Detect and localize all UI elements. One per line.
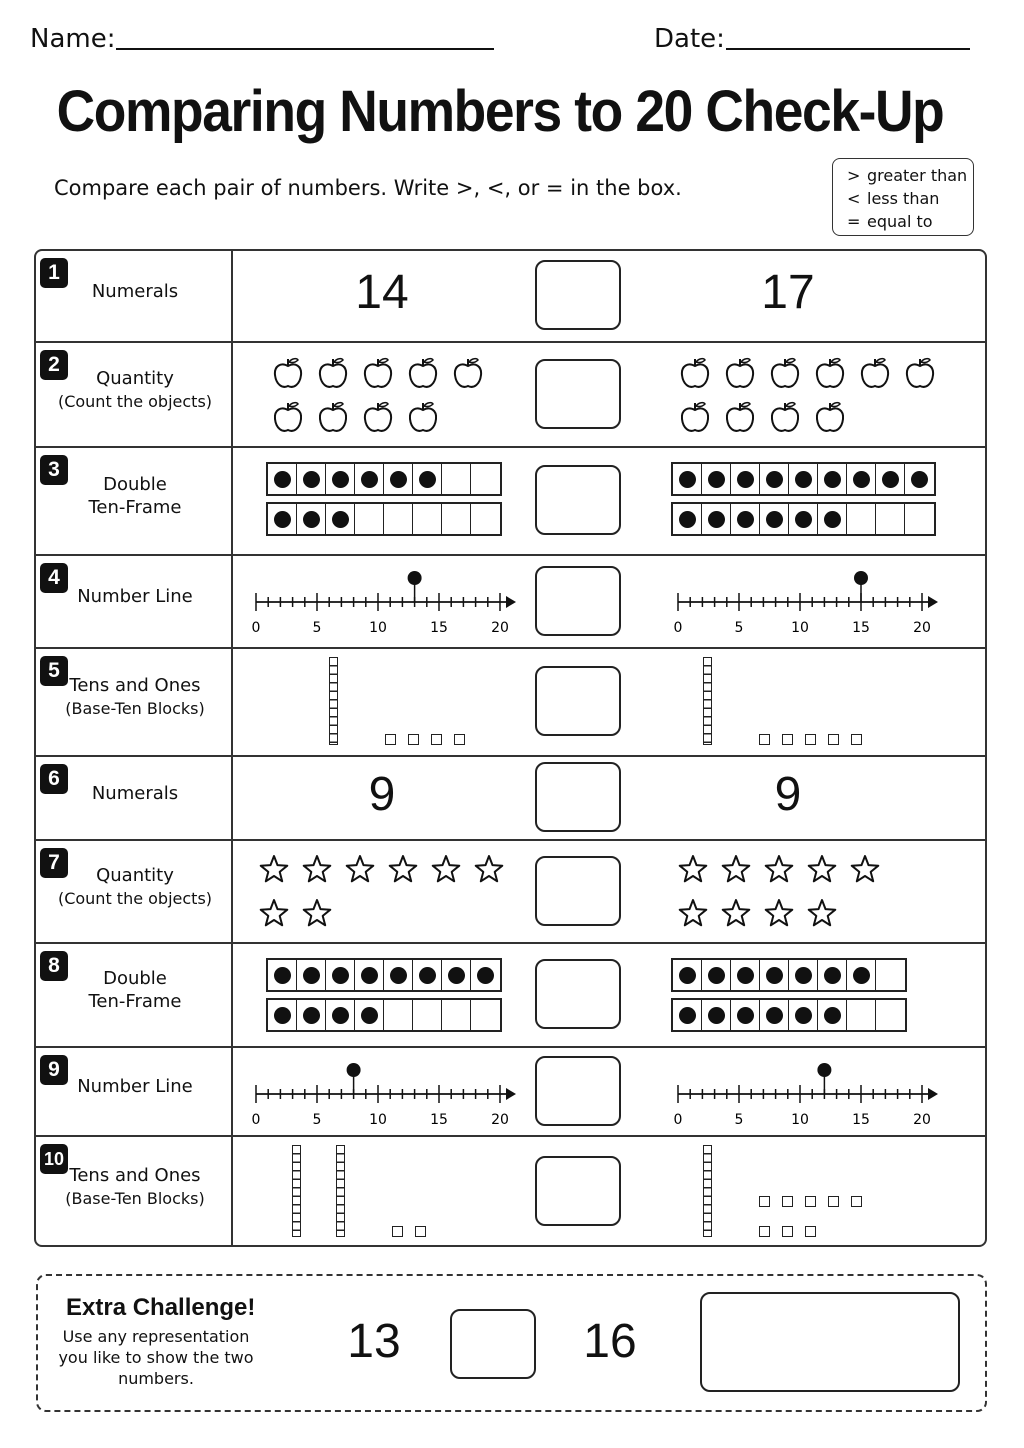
row-divider: [34, 341, 987, 343]
counter-dot: [448, 967, 465, 984]
ones-cube: [851, 734, 862, 745]
ten-frame-cell: [789, 960, 818, 990]
number-line-tick-label: 10: [369, 620, 387, 636]
answer-box[interactable]: [535, 762, 621, 832]
row-label: [50, 1164, 220, 1210]
star-icon: [430, 853, 462, 885]
ten-frame-cell: [268, 1000, 297, 1030]
ten-frame-cell: [297, 464, 326, 494]
apple-icon: [272, 355, 304, 391]
ones-cube: [828, 734, 839, 745]
instructions: Compare each pair of numbers. Write >, <, or = in the box.: [54, 176, 682, 200]
row-label-title: Tens and Ones: [69, 675, 201, 696]
row-label: [50, 782, 220, 805]
ten-frame-cell: [673, 504, 702, 534]
ten-frame-cell: [673, 464, 702, 494]
star-icon: [677, 853, 709, 885]
row-divider: [34, 446, 987, 448]
ones-cube: [782, 1226, 793, 1237]
ten-frame-cell: [471, 1000, 500, 1030]
ten-frame-cell: [413, 504, 442, 534]
counter-dot: [332, 511, 349, 528]
apple-icon: [362, 355, 394, 391]
ten-frame-cell: [442, 464, 471, 494]
row-label: [50, 864, 220, 910]
row-label-subtitle: (Base-Ten Blocks): [65, 1189, 205, 1208]
counter-dot: [708, 1007, 725, 1024]
name-line[interactable]: [116, 48, 494, 50]
ones-cube: [431, 734, 442, 745]
counter-dot: [332, 471, 349, 488]
number-line-tick-label: 0: [673, 1112, 683, 1128]
apple-icon: [769, 399, 801, 435]
apple-icon: [724, 399, 756, 435]
ten-frame-cell: [847, 1000, 876, 1030]
number-line-marker: [854, 571, 868, 585]
counter-dot: [766, 967, 783, 984]
ones-cube: [782, 1196, 793, 1207]
counter-dot: [824, 471, 841, 488]
counter-dot: [361, 967, 378, 984]
ten-frame: [266, 958, 502, 992]
ten-frame-cell: [789, 464, 818, 494]
ones-cube: [805, 734, 816, 745]
question-number: 1: [40, 258, 68, 288]
row-divider: [34, 942, 987, 944]
ten-frame-cell: [760, 504, 789, 534]
ones-cube: [759, 1226, 770, 1237]
answer-box[interactable]: [535, 959, 621, 1029]
counter-dot: [766, 1007, 783, 1024]
number-line-tick-label: 20: [913, 1112, 931, 1128]
counter-dot: [708, 511, 725, 528]
ten-frame-cell: [760, 1000, 789, 1030]
question-number: 9: [40, 1055, 68, 1085]
row-label: [50, 1075, 220, 1098]
counter-dot: [274, 511, 291, 528]
ones-cube: [828, 1196, 839, 1207]
row-label: [50, 967, 220, 1013]
number-line-tick-label: 20: [491, 1112, 509, 1128]
ten-frame-cell: [731, 1000, 760, 1030]
row-label-title: Double: [103, 474, 167, 495]
star-icon: [806, 897, 838, 929]
number-line-tick-label: 5: [312, 620, 322, 636]
star-icon: [763, 853, 795, 885]
ten-frame-cell: [297, 960, 326, 990]
ten-frame: [671, 502, 936, 536]
row-label-subtitle: Ten-Frame: [88, 497, 182, 518]
apple-icon: [859, 355, 891, 391]
ten-frame-cell: [876, 960, 905, 990]
row-label-title: Numerals: [91, 280, 179, 302]
answer-box[interactable]: [535, 465, 621, 535]
ten-frame-cell: [905, 464, 934, 494]
counter-dot: [824, 1007, 841, 1024]
star-icon: [763, 897, 795, 929]
extra-challenge-instructions: Use any representation you like to show the two numbers.: [58, 1327, 254, 1388]
star-icon: [720, 853, 752, 885]
counter-dot: [679, 511, 696, 528]
number-line-tick-label: 5: [734, 620, 744, 636]
question-number: 8: [40, 951, 68, 981]
row-label: [50, 280, 220, 303]
apple-icon: [317, 399, 349, 435]
row-label-title: Number Line: [77, 586, 193, 607]
extra-answer-box[interactable]: [450, 1309, 536, 1379]
apple-icon: [317, 355, 349, 391]
ten-frame-cell: [673, 1000, 702, 1030]
ten-frame-cell: [760, 464, 789, 494]
counter-dot: [795, 1007, 812, 1024]
ten-frame-cell: [731, 960, 760, 990]
legend-symbol: <: [847, 189, 861, 208]
name-label: Name:: [30, 24, 116, 54]
ten-frame: [671, 462, 936, 496]
apple-icon: [362, 399, 394, 435]
counter-dot: [882, 471, 899, 488]
right-number: 17: [761, 266, 815, 319]
ten-frame-cell: [731, 504, 760, 534]
legend-text: less than: [867, 189, 940, 208]
ten-frame-cell: [413, 1000, 442, 1030]
number-line-tick-label: 0: [251, 1112, 261, 1128]
legend-text: equal to: [867, 212, 933, 231]
ten-frame-cell: [326, 504, 355, 534]
row-label-subtitle: (Count the objects): [57, 888, 213, 908]
question-number: 2: [40, 350, 68, 380]
legend-symbol: =: [847, 212, 861, 231]
counter-dot: [274, 471, 291, 488]
counter-dot: [332, 967, 349, 984]
tens-rod: [292, 1145, 301, 1237]
apple-icon: [724, 355, 756, 391]
ten-frame-cell: [268, 504, 297, 534]
ones-cube: [851, 1196, 862, 1207]
column-divider: [231, 249, 233, 1247]
ten-frame-cell: [355, 504, 384, 534]
ten-frame-cell: [818, 464, 847, 494]
row-label-title: Numerals: [91, 782, 179, 804]
counter-dot: [737, 967, 754, 984]
ten-frame-cell: [355, 960, 384, 990]
counter-dot: [303, 967, 320, 984]
number-line-tick-label: 10: [369, 1112, 387, 1128]
question-number: 6: [40, 764, 68, 794]
apple-icon: [452, 355, 484, 391]
ten-frame-cell: [818, 960, 847, 990]
number-line-tick-label: 20: [913, 620, 931, 636]
legend-item: [847, 210, 973, 233]
star-icon: [720, 897, 752, 929]
ten-frame-cell: [326, 464, 355, 494]
row-divider: [34, 1046, 987, 1048]
apple-icon: [407, 355, 439, 391]
row-label: [50, 367, 220, 413]
number-line-marker: [817, 1063, 831, 1077]
ten-frame: [266, 998, 502, 1032]
legend-text: greater than: [867, 166, 968, 185]
ten-frame-cell: [355, 1000, 384, 1030]
ten-frame-cell: [442, 504, 471, 534]
counter-dot: [274, 967, 291, 984]
star-icon: [473, 853, 505, 885]
star-icon: [806, 853, 838, 885]
answer-box[interactable]: [535, 359, 621, 429]
question-number: 10: [40, 1144, 68, 1174]
counter-dot: [679, 1007, 696, 1024]
date-line[interactable]: [726, 48, 970, 50]
counter-dot: [303, 1007, 320, 1024]
symbol-legend: [832, 158, 974, 236]
ones-cube: [805, 1226, 816, 1237]
answer-box[interactable]: [535, 260, 621, 330]
number-line-tick-label: 0: [251, 620, 261, 636]
star-icon: [258, 853, 290, 885]
apple-icon: [814, 355, 846, 391]
counter-dot: [853, 967, 870, 984]
ten-frame-cell: [297, 504, 326, 534]
ten-frame-cell: [818, 1000, 847, 1030]
row-label-subtitle: (Base-Ten Blocks): [65, 699, 205, 718]
ten-frame-cell: [471, 464, 500, 494]
apple-icon: [679, 355, 711, 391]
ten-frame-cell: [442, 960, 471, 990]
ten-frame-cell: [818, 504, 847, 534]
number-line: [668, 568, 943, 638]
counter-dot: [708, 967, 725, 984]
counter-dot: [795, 511, 812, 528]
ones-cube: [759, 1196, 770, 1207]
star-icon: [677, 897, 709, 929]
answer-box[interactable]: [535, 856, 621, 926]
row-label-title: Number Line: [77, 1076, 193, 1097]
counter-dot: [737, 511, 754, 528]
ten-frame-cell: [326, 960, 355, 990]
ten-frame-cell: [876, 464, 905, 494]
ten-frame-cell: [268, 464, 297, 494]
row-label: [50, 585, 220, 608]
ten-frame-cell: [702, 504, 731, 534]
star-icon: [344, 853, 376, 885]
apple-icon: [679, 399, 711, 435]
legend-item: [847, 187, 973, 210]
ten-frame-cell: [847, 960, 876, 990]
question-number: 7: [40, 848, 68, 878]
counter-dot: [824, 967, 841, 984]
ten-frame-cell: [731, 464, 760, 494]
ten-frame-cell: [326, 1000, 355, 1030]
question-number: 5: [40, 656, 68, 686]
ten-frame-cell: [905, 504, 934, 534]
star-icon: [387, 853, 419, 885]
ten-frame-cell: [876, 1000, 905, 1030]
question-number: 3: [40, 455, 68, 485]
number-line: [668, 1060, 943, 1130]
row-divider: [34, 755, 987, 757]
apple-icon: [407, 399, 439, 435]
ten-frame-cell: [847, 504, 876, 534]
counter-dot: [824, 511, 841, 528]
star-icon: [301, 853, 333, 885]
ten-frame-cell: [789, 504, 818, 534]
number-line-marker: [408, 571, 422, 585]
number-line-tick-label: 15: [430, 620, 448, 636]
counter-dot: [708, 471, 725, 488]
row-divider: [34, 647, 987, 649]
question-number: 4: [40, 563, 68, 593]
tens-rod: [329, 657, 338, 745]
counter-dot: [795, 967, 812, 984]
counter-dot: [303, 511, 320, 528]
ten-frame-cell: [384, 504, 413, 534]
ten-frame: [266, 462, 502, 496]
counter-dot: [766, 471, 783, 488]
answer-box[interactable]: [535, 1056, 621, 1126]
number-line-tick-label: 10: [791, 620, 809, 636]
number-line-marker: [347, 1063, 361, 1077]
legend-symbol: >: [847, 166, 861, 185]
star-icon: [258, 897, 290, 929]
number-line-tick-label: 15: [430, 1112, 448, 1128]
number-line-tick-label: 15: [852, 1112, 870, 1128]
number-line-tick-label: 5: [312, 1112, 322, 1128]
ten-frame-cell: [413, 464, 442, 494]
ten-frame-cell: [471, 960, 500, 990]
number-line: [246, 568, 521, 638]
counter-dot: [419, 471, 436, 488]
row-divider: [34, 1135, 987, 1137]
counter-dot: [303, 471, 320, 488]
extra-left-number: 13: [347, 1315, 401, 1368]
ten-frame-cell: [442, 1000, 471, 1030]
ten-frame-cell: [355, 464, 384, 494]
ten-frame: [671, 958, 907, 992]
extra-drawing-box[interactable]: [700, 1292, 960, 1392]
tens-rod: [703, 1145, 712, 1237]
ten-frame-cell: [471, 504, 500, 534]
ten-frame-cell: [876, 504, 905, 534]
apple-icon: [904, 355, 936, 391]
counter-dot: [332, 1007, 349, 1024]
ones-cube: [392, 1226, 403, 1237]
ten-frame-cell: [702, 464, 731, 494]
left-number: 9: [368, 768, 396, 821]
ones-cube: [408, 734, 419, 745]
apple-icon: [272, 399, 304, 435]
ten-frame-cell: [702, 1000, 731, 1030]
right-number: 9: [774, 768, 802, 821]
ones-cube: [415, 1226, 426, 1237]
row-label-title: Quantity: [96, 367, 174, 389]
ten-frame-cell: [760, 960, 789, 990]
counter-dot: [679, 967, 696, 984]
ten-frame-cell: [702, 960, 731, 990]
counter-dot: [419, 967, 436, 984]
tens-rod: [336, 1145, 345, 1237]
row-label-subtitle: (Count the objects): [57, 391, 213, 411]
legend-item: [847, 164, 973, 187]
number-line: [246, 1060, 521, 1130]
ten-frame-cell: [384, 960, 413, 990]
row-divider: [34, 839, 987, 841]
apple-icon: [769, 355, 801, 391]
counter-dot: [361, 1007, 378, 1024]
ones-cube: [759, 734, 770, 745]
counter-dot: [911, 471, 928, 488]
ten-frame-cell: [384, 1000, 413, 1030]
number-line-tick-label: 0: [673, 620, 683, 636]
answer-box[interactable]: [535, 566, 621, 636]
ones-cube: [454, 734, 465, 745]
number-line-tick-label: 5: [734, 1112, 744, 1128]
number-line-tick-label: 10: [791, 1112, 809, 1128]
counter-dot: [853, 471, 870, 488]
row-label-title: Double: [103, 968, 167, 989]
counter-dot: [795, 471, 812, 488]
counter-dot: [737, 471, 754, 488]
date-label: Date:: [654, 24, 725, 54]
ten-frame-cell: [847, 464, 876, 494]
ones-cube: [782, 734, 793, 745]
ten-frame-cell: [297, 1000, 326, 1030]
ten-frame: [266, 502, 502, 536]
star-icon: [849, 853, 881, 885]
ten-frame-cell: [789, 1000, 818, 1030]
page-title: Comparing Numbers to 20 Check-Up: [56, 79, 944, 144]
counter-dot: [679, 471, 696, 488]
row-divider: [34, 554, 987, 556]
counter-dot: [766, 511, 783, 528]
row-label: [50, 674, 220, 720]
ten-frame: [671, 998, 907, 1032]
number-line-tick-label: 20: [491, 620, 509, 636]
ten-frame-cell: [673, 960, 702, 990]
number-line-tick-label: 15: [852, 620, 870, 636]
counter-dot: [274, 1007, 291, 1024]
counter-dot: [390, 967, 407, 984]
star-icon: [301, 897, 333, 929]
row-label-subtitle: Ten-Frame: [88, 991, 182, 1012]
extra-challenge-title: Extra Challenge!: [66, 1294, 256, 1321]
answer-box[interactable]: [535, 1156, 621, 1226]
row-label-title: Quantity: [96, 864, 174, 886]
ten-frame-cell: [384, 464, 413, 494]
counter-dot: [477, 967, 494, 984]
counter-dot: [390, 471, 407, 488]
row-label-title: Tens and Ones: [69, 1165, 201, 1186]
extra-right-number: 16: [583, 1315, 637, 1368]
row-label: [50, 473, 220, 519]
left-number: 14: [355, 266, 409, 319]
apple-icon: [814, 399, 846, 435]
ones-cube: [385, 734, 396, 745]
tens-rod: [703, 657, 712, 745]
answer-box[interactable]: [535, 666, 621, 736]
counter-dot: [361, 471, 378, 488]
ones-cube: [805, 1196, 816, 1207]
counter-dot: [737, 1007, 754, 1024]
ten-frame-cell: [413, 960, 442, 990]
ten-frame-cell: [268, 960, 297, 990]
